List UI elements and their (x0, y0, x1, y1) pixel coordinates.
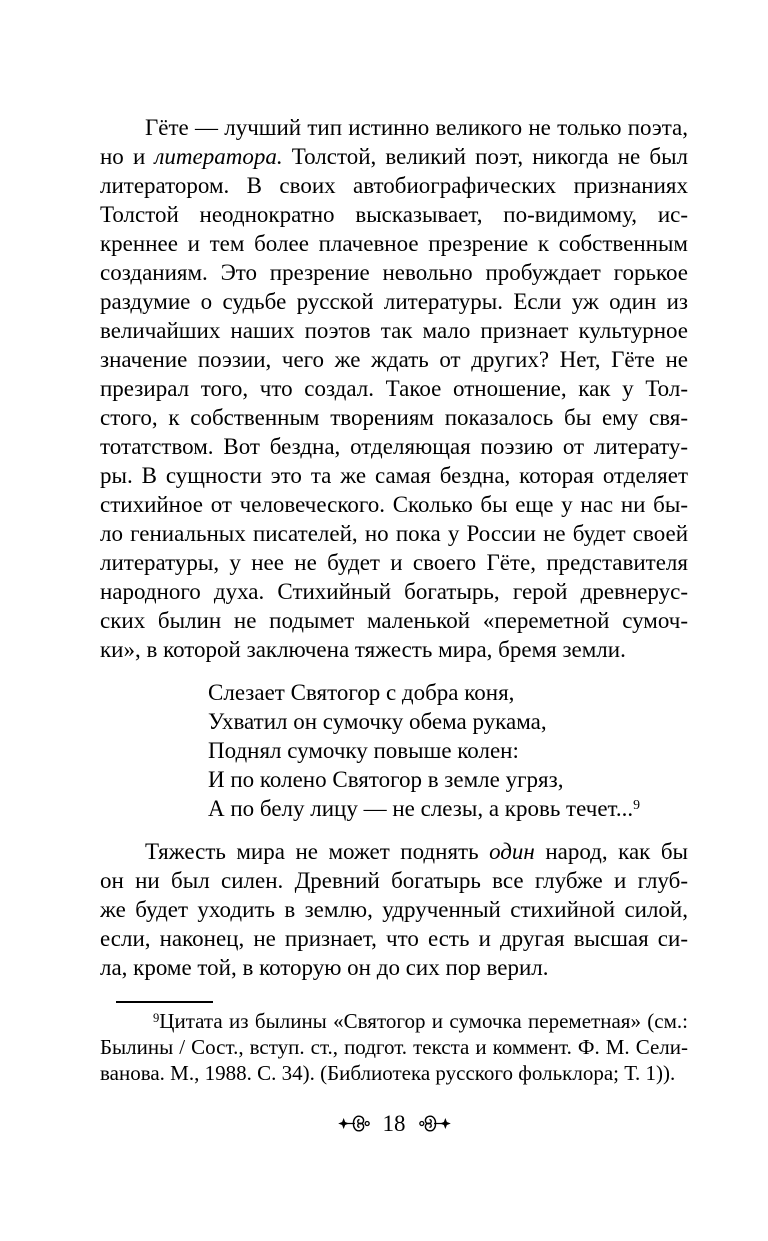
text-line: Поднял сумочку повыше колен: (208, 738, 519, 763)
text-line: он ни был силен. Древний богатырь все глубже и глуб- (100, 868, 688, 893)
text-line: ры. В сущности это та же самая бездна, которая отделяет (100, 463, 688, 488)
text-line: Слезает Святогор с добра коня, (208, 680, 515, 705)
fleuron-left-icon (338, 1111, 370, 1136)
text-line: $^9$Цитата из былины «Святогор и сумочка переметная» (см.: (153, 1009, 688, 1033)
footnote-separator (116, 1001, 213, 1003)
footnote-reference: 9 (153, 1010, 160, 1025)
emphasized-text: один (489, 839, 535, 864)
text-line: креннее и тем более плачевное презрение к собственным (100, 231, 688, 256)
text-line: значение поэзии, чего же ждать от других? Нет, Гёте не (100, 347, 688, 372)
text-line: же будет уходить в землю, удрученный стихийной силой, (100, 897, 688, 922)
text-line: И по колено Святогор в земле угряз, (208, 767, 564, 792)
paragraph-1 (100, 113, 688, 664)
text-line: презирал того, что создал. Такое отношение, как у Тол- (100, 376, 688, 401)
text-line: но и литератора. Толстой, великий поэт, никогда не был (100, 144, 688, 169)
text-line: созданиям. Это презрение невольно пробуждает горькое (100, 260, 688, 285)
fleuron-right-icon (419, 1111, 451, 1136)
text-line: ванова. М., 1988. С. 34). (Библиотека русского фольклора; Т. 1)). (100, 1061, 676, 1085)
text-line: литературы, у нее не будет и своего Гёте, представителя (100, 550, 688, 575)
text-line: стого, к собственным творениям показалось бы ему свя- (100, 405, 688, 430)
footnote-reference: 9 (633, 797, 641, 813)
text-line: если, наконец, не признает, что есть и другая высшая си- (100, 926, 688, 951)
text-line: Былины / Сост., вступ. ст., подгот. текста и коммент. Ф. М. Сели- (100, 1035, 688, 1059)
text-line: раздумие о судьбе русской литературы. Если уж один из (100, 289, 688, 314)
paragraph-2 (100, 837, 688, 982)
text-line: литератором. В своих автобиографических признаниях (100, 173, 688, 198)
text-line: ло гениальных писателей, но пока у России не будет своей (100, 521, 688, 546)
text-line: народного духа. Стихийный богатырь, герой древнерус- (100, 579, 688, 604)
text-line: ки», в которой заключена тяжесть мира, бремя земли. (100, 637, 626, 662)
footnote (100, 1008, 688, 1086)
text-line: ских былин не подымет маленькой «переметной сумоч- (100, 608, 688, 633)
text-line: ла, кроме той, в которую он до сих пор верил. (100, 955, 549, 980)
text-line: величайших наших поэтов так мало признает культурное (100, 318, 688, 343)
text-line: стихийное от человеческого. Сколько бы еще у нас ни бы- (100, 492, 688, 517)
text-line: Гёте — лучший тип истинно великого не только поэта, (145, 115, 688, 140)
page-footer (100, 1108, 688, 1138)
text-line: Тяжесть мира не может поднять один народ, как бы (145, 839, 688, 864)
page-number: 18 (382, 1110, 406, 1136)
text-line: Ухватил он сумочку обема рукама, (208, 709, 547, 734)
verse-quote (208, 678, 688, 823)
text-line: Толстой неоднократно высказывает, по-видимому, ис- (100, 202, 688, 227)
text-block (100, 113, 688, 1086)
text-line: тотатством. Вот бездна, отделяющая поэзию от литерату- (100, 434, 688, 459)
emphasized-text: литератора. (154, 144, 283, 169)
text-line: А по белу лицу — не слезы, а кровь течет...$^9$ (208, 796, 641, 821)
